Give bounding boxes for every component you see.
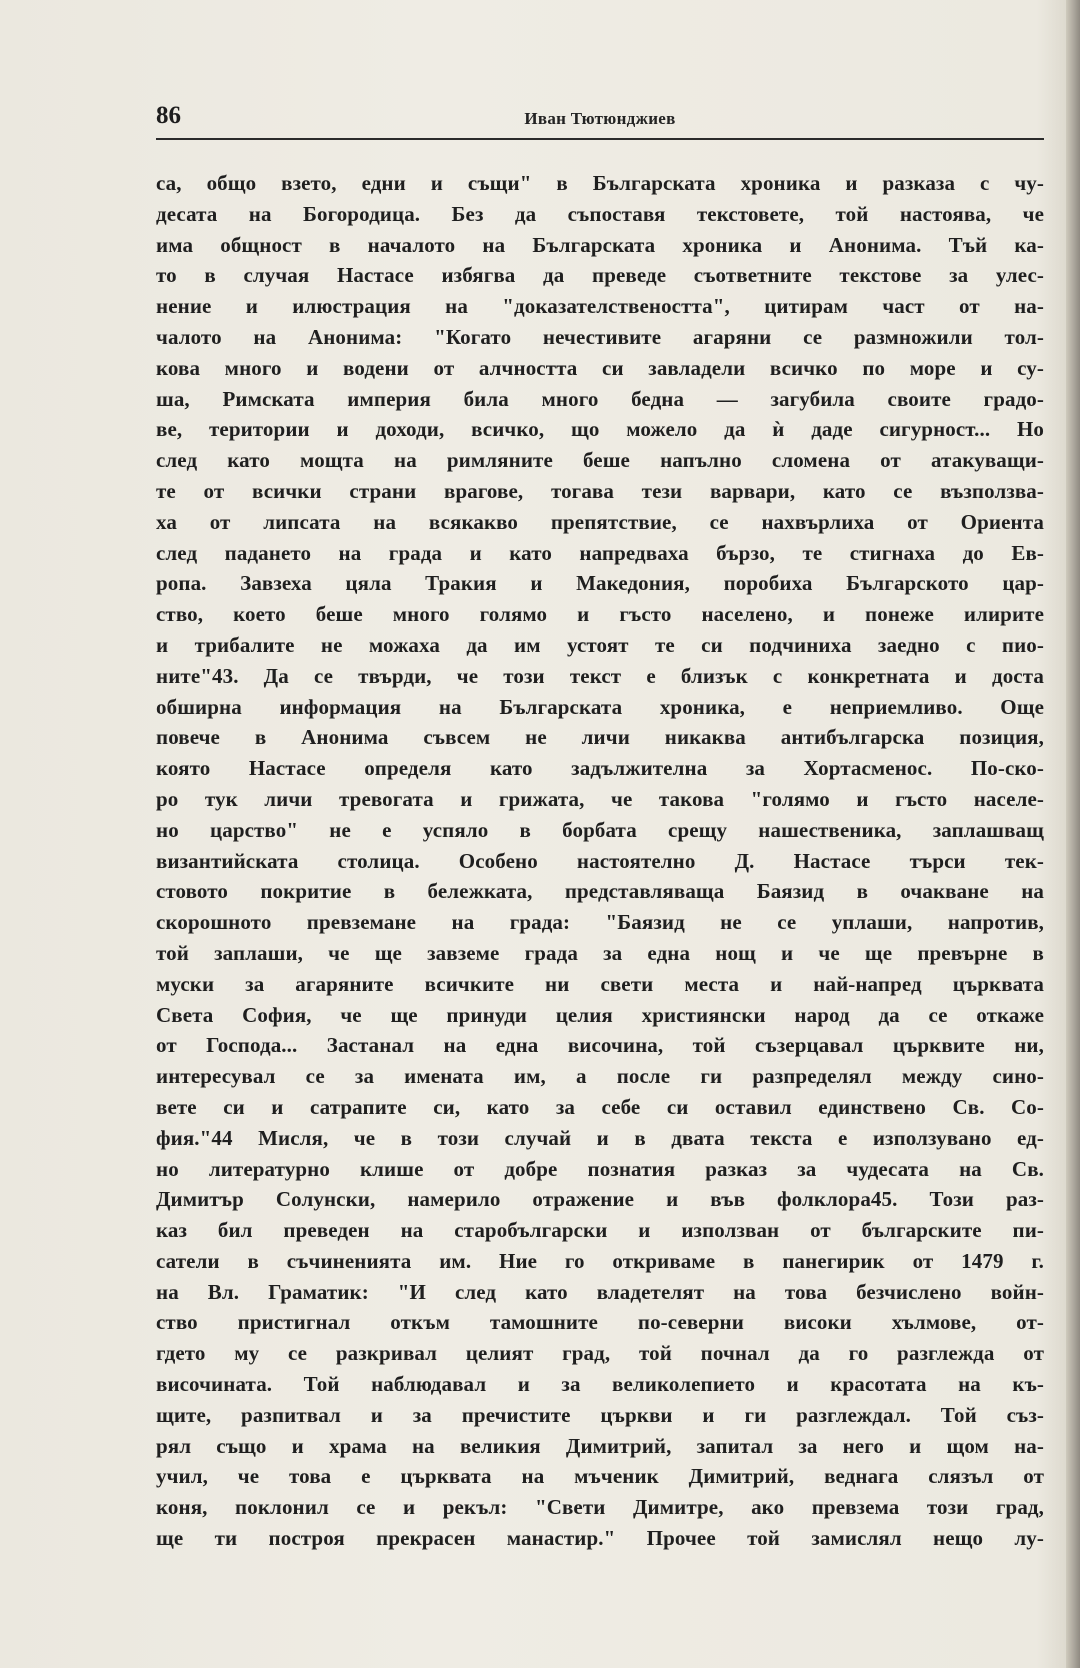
text-line: фия."44 Мисля, че в този случай и в двата текста е използувано ед- <box>156 1125 1044 1150</box>
header-rule <box>156 138 1044 140</box>
text-line: която Настасе определя като задължителна за Хортасменос. По-ско- <box>156 756 1044 781</box>
text-line: десата на Богородица. Без да съпоставя текстовете, той настоява, че <box>156 201 1044 226</box>
text-line: муски за агаряните всичките ни свети места и най-напред църквата <box>156 971 1044 996</box>
text-line: ство пристигнал откъм тамошните по-северни високи хълмове, от- <box>156 1310 1044 1335</box>
text-line: ще ти построя прекрасен манастир." Прочее той замислял нещо лу- <box>156 1526 1044 1551</box>
text-line: скорошното превземане на града: "Баязид не се уплаши, напротив, <box>156 910 1044 935</box>
text-line: ша, Римската империя била много бедна — загубила своите градо- <box>156 386 1044 411</box>
text-line: кова много и водени от алчността си завладели всичко по море и су- <box>156 355 1044 380</box>
text-line: каз бил преведен на старобългарски и използван от българските пи- <box>156 1218 1044 1243</box>
text-line: ство, което беше много голямо и гъсто населено, и понеже илирите <box>156 602 1044 627</box>
running-head-author: Иван Тютюнджиев <box>524 109 676 128</box>
text-line: византийската столица. Особено настоятелно Д. Настасе търси тек- <box>156 848 1044 873</box>
text-line: има общност в началото на Българската хроника и Анонима. Тъй ка- <box>156 232 1044 257</box>
text-line: ните"43. Да се твърди, че този текст е близък с конкретната и доста <box>156 663 1044 688</box>
text-line: гдето му се разкривал целият град, той почнал да го разглежда от <box>156 1341 1044 1366</box>
text-line: ропа. Завзеха цяла Тракия и Македония, поробиха Българското цар- <box>156 571 1044 596</box>
text-line: след като мощта на римляните беше напълно сломена от атакуващи- <box>156 448 1044 473</box>
text-line: нение и илюстрация на "доказателствеността", цитирам част от на- <box>156 294 1044 319</box>
text-line: но литературно клише от добре познатия разказ за чудесата на Св. <box>156 1156 1044 1181</box>
text-line: ха от липсата на всякакво препятствие, се нахвърлиха от Ориента <box>156 509 1044 534</box>
text-line: Димитър Солунски, намерило отражение и във фолклора45. Този раз- <box>156 1187 1044 1212</box>
text-line: са, общо взето, едни и същи" в Българската хроника и разказа с чу- <box>156 171 1044 195</box>
text-line: повече в Анонима съвсем не личи никаква антибългарска позиция, <box>156 725 1044 750</box>
text-line: височината. Той наблюдавал и за великолепието и красотата на къ- <box>156 1372 1044 1397</box>
text-line: учил, че това е църквата на мъченик Димитрий, веднага слязъл от <box>156 1464 1044 1489</box>
page-header <box>156 102 1044 134</box>
text-line: и трибалите не можаха да им устоят те си подчиниха заедно с пио- <box>156 632 1044 657</box>
text-line: то в случая Настасе избягва да преведе съответните текстове за улес- <box>156 263 1044 288</box>
text-line: ро тук личи тревогата и грижата, че такова "голямо и гъсто населе- <box>156 786 1044 811</box>
text-line: коня, поклонил се и рекъл: "Свети Димитре, ако превзема този град, <box>156 1495 1044 1520</box>
page-edge-shadow <box>1066 0 1080 1668</box>
text-line: обширна информация на Българската хроника, е неприемливо. Още <box>156 694 1044 719</box>
text-line: Света София, че ще принуди целия християнски народ да се откаже <box>156 1002 1044 1027</box>
text-line: чалото на Анонима: "Когато нечестивите агаряни се размножили тол- <box>156 324 1044 349</box>
text-line: интересувал се за имената им, а после ги разпределял между сино- <box>156 1064 1044 1089</box>
text-line: от Господа... Застанал на една височина, той съзерцавал църквите ни, <box>156 1033 1044 1058</box>
text-line: рял също и храма на великия Димитрий, запитал за него и щом на- <box>156 1433 1044 1458</box>
text-line: след падането на града и като напредваха бързо, те стигнаха до Ев- <box>156 540 1044 565</box>
text-line: той заплаши, че ще завземе града за една нощ и че ще превърне в <box>156 940 1044 965</box>
body-text <box>156 168 1044 1554</box>
text-line: стовото покритие в бележката, представляваща Баязид в очакване на <box>156 879 1044 904</box>
text-line: но царство" не е успяло в борбата срещу нашественика, заплашващ <box>156 817 1044 842</box>
text-line: те от всички страни врагове, тогава тези варвари, като се възползва- <box>156 478 1044 503</box>
text-line: на Вл. Граматик: "И след като владетелят на това безчислено войн- <box>156 1279 1044 1304</box>
text-line: вете си и сатрапите си, като за себе си оставил единствено Св. Со- <box>156 1094 1044 1119</box>
page-number: 86 <box>156 102 181 129</box>
text-line: сатели в съчиненията им. Ние го откриваме в панегирик от 1479 г. <box>156 1248 1044 1273</box>
text-line: щите, разпитвал и за пречистите църкви и ги разглеждал. Той съз- <box>156 1402 1044 1427</box>
text-line: ве, територии и доходи, всичко, що можело да ѝ даде сигурност... Но <box>156 417 1044 442</box>
